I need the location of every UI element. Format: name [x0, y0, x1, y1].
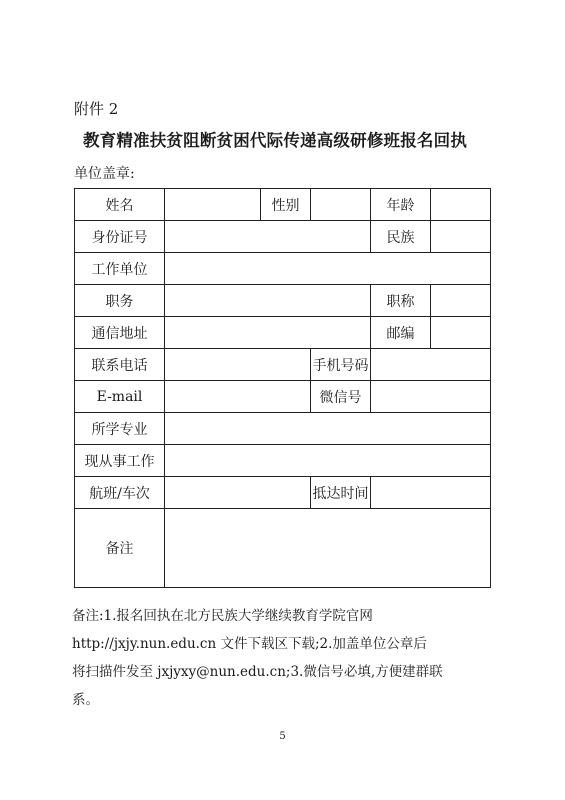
postcode-field[interactable] — [431, 317, 491, 349]
address-field[interactable] — [165, 317, 371, 349]
gender-label: 性别 — [261, 189, 311, 221]
mobile-label: 手机号码 — [311, 349, 371, 381]
table-row — [75, 381, 491, 413]
age-label: 年龄 — [371, 189, 431, 221]
arrival-time-label: 抵达时间 — [311, 477, 371, 509]
major-field[interactable] — [165, 413, 491, 445]
major-label: 所学专业 — [75, 413, 165, 445]
table-row — [75, 189, 491, 221]
wechat-label: 微信号 — [311, 381, 371, 413]
name-field[interactable] — [165, 189, 261, 221]
registration-form-table — [74, 188, 491, 588]
table-row — [75, 253, 491, 285]
email-label: E-mail — [75, 381, 165, 413]
table-row — [75, 509, 491, 588]
attachment-label: 附件 2 — [74, 100, 119, 118]
work-unit-label: 工作单位 — [75, 253, 165, 285]
notes-line: 将扫描件发至 jxjyxy@nun.edu.cn;3.微信号必填,方便建群联 — [72, 664, 443, 680]
job-title-label: 职称 — [371, 285, 431, 317]
ethnicity-field[interactable] — [431, 221, 491, 253]
table-row — [75, 285, 491, 317]
table-row — [75, 477, 491, 509]
notes-line: 系。 — [72, 692, 99, 708]
table-row — [75, 445, 491, 477]
job-title-field[interactable] — [431, 285, 491, 317]
wechat-field[interactable] — [371, 381, 491, 413]
table-row — [75, 221, 491, 253]
phone-label: 联系电话 — [75, 349, 165, 381]
table-row — [75, 317, 491, 349]
postcode-label: 邮编 — [371, 317, 431, 349]
phone-field[interactable] — [165, 349, 311, 381]
position-label: 职务 — [75, 285, 165, 317]
arrival-time-field[interactable] — [371, 477, 491, 509]
ethnicity-label: 民族 — [371, 221, 431, 253]
remarks-label: 备注 — [75, 509, 165, 588]
email-field[interactable] — [165, 381, 311, 413]
current-work-field[interactable] — [165, 445, 491, 477]
gender-field[interactable] — [311, 189, 371, 221]
table-row — [75, 349, 491, 381]
work-unit-field[interactable] — [165, 253, 491, 285]
flight-train-field[interactable] — [165, 477, 311, 509]
current-work-label: 现从事工作 — [75, 445, 165, 477]
document-title: 教育精准扶贫阻断贫困代际传递高级研修班报名回执 — [82, 131, 468, 150]
position-field[interactable] — [165, 285, 371, 317]
mobile-field[interactable] — [371, 349, 491, 381]
address-label: 通信地址 — [75, 317, 165, 349]
unit-seal-label: 单位盖章: — [74, 166, 135, 182]
page-number: 5 — [279, 731, 286, 742]
notes-line: 备注:1.报名回执在北方民族大学继续教育学院官网 — [72, 608, 373, 624]
notes-line: http://jxjy.nun.edu.cn 文件下载区下载;2.加盖单位公章后 — [72, 636, 427, 652]
id-number-field[interactable] — [165, 221, 371, 253]
id-number-label: 身份证号 — [75, 221, 165, 253]
name-label: 姓名 — [75, 189, 165, 221]
notes-section — [72, 602, 502, 714]
flight-train-label: 航班/车次 — [75, 477, 165, 509]
table-row — [75, 413, 491, 445]
remarks-field[interactable] — [165, 509, 491, 588]
age-field[interactable] — [431, 189, 491, 221]
